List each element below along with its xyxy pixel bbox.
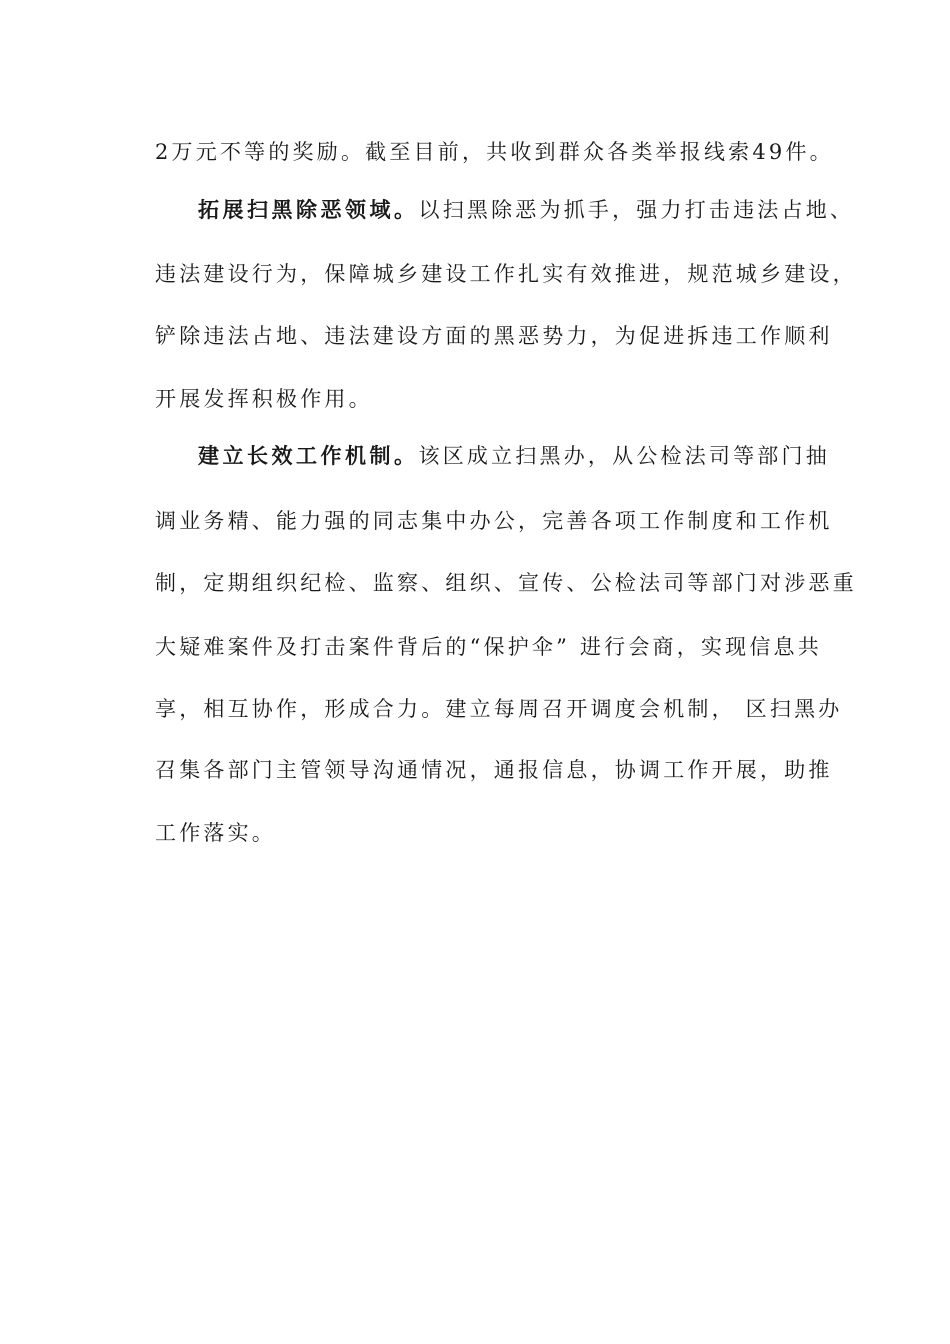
paragraph-3-text: 该区成立扫黑办，从公检法司等部门抽 <box>418 444 830 468</box>
paragraph-2-line-1 <box>198 195 858 225</box>
paragraph-3-line-7: 工作落实。 <box>155 821 276 845</box>
paragraph-3-line-4: 大疑难案件及打击案件背后的“保护伞” 进行会商，实现信息共 <box>155 635 822 659</box>
paragraph-3-heading: 建立长效工作机制。 <box>198 444 419 468</box>
paragraph-2-line-3: 铲除违法占地、违法建设方面的黑恶势力，为促进拆违工作顺利 <box>155 324 833 348</box>
paragraph-2-line-4: 开展发挥积极作用。 <box>155 387 373 411</box>
paragraph-2-line-2: 违法建设行为，保障城乡建设工作扎实有效推进，规范城乡建设， <box>155 262 857 286</box>
paragraph-3-line-1 <box>198 441 858 471</box>
paragraph-3-line-6: 召集各部门主管领导沟通情况，通报信息，协调工作开展，助推 <box>155 758 833 782</box>
paragraph-3-line-2: 调业务精、能力强的同志集中办公，完善各项工作制度和工作机 <box>155 509 833 533</box>
paragraph-1-line-1: 2万元不等的奖励。截至目前，共收到群众各类举报线索49件。 <box>155 140 834 164</box>
paragraph-3-line-5: 享，相互协作，形成合力。建立每周召开调度会机制， 区扫黑办 <box>155 697 843 721</box>
paragraph-2-text: 以扫黑除恶为抓手，强力打击违法占地、 <box>418 198 855 222</box>
paragraph-3-line-3: 制，定期组织纪检、监察、组织、宣传、公检法司等部门对涉恶重 <box>155 571 857 595</box>
paragraph-2-heading: 拓展扫黑除恶领域。 <box>198 198 419 222</box>
